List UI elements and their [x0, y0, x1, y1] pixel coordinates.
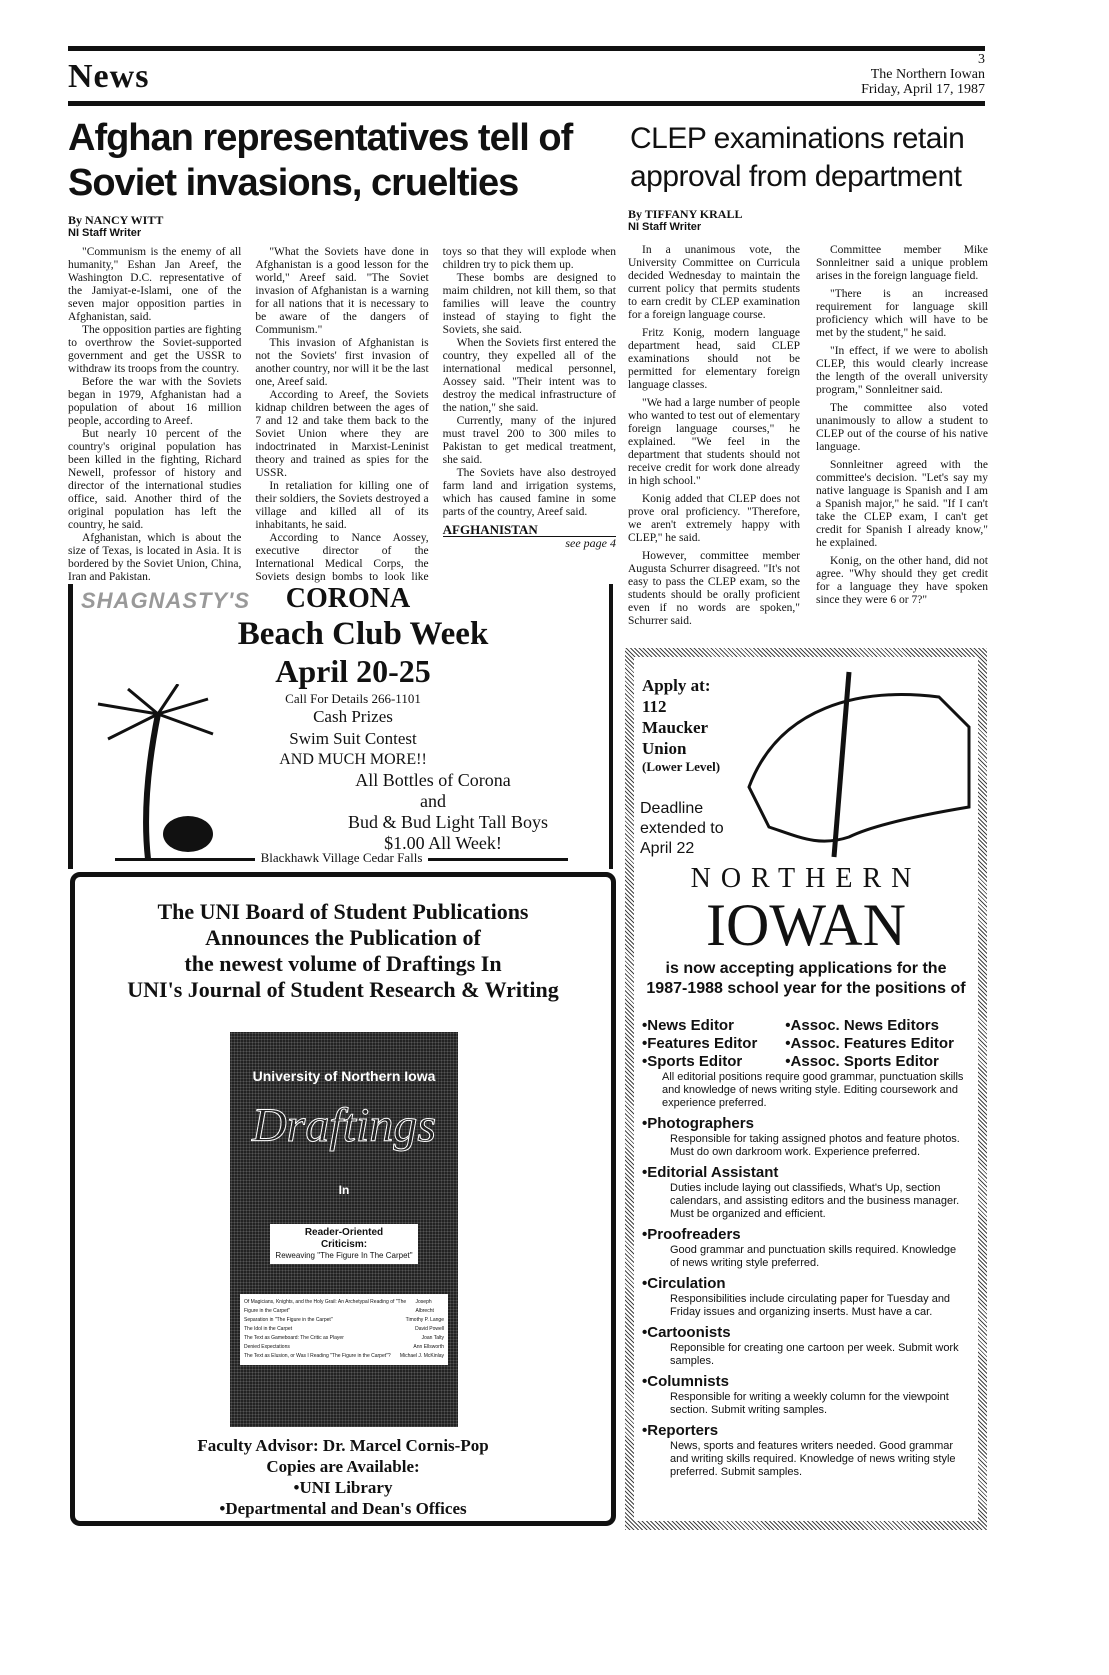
header-rule	[68, 101, 985, 106]
paragraph: This invasion of Afghanistan is not the Soviets' first invasion of another country, nor will it be the last one, Areef said.	[255, 337, 429, 388]
paragraph: In retaliation for killing one of their soldiers, the Soviets destroyed a village and killed all of its inhabitants, he said.	[255, 480, 429, 531]
paragraph: According to Nance Aossey, executive director of the International Medical Corps, the Soviets design bombs to look like toys so that they will explode when children try to pick them up.	[255, 246, 616, 583]
page-number: 3	[978, 52, 985, 67]
toc-title: The Idol in the Carpet	[244, 1326, 293, 1332]
toc-author: David Powell	[415, 1326, 444, 1332]
apply-line: (Lower Level)	[642, 759, 721, 774]
ad-phone: Call For Details 266-1101	[285, 691, 421, 706]
corona-ad	[68, 584, 613, 869]
job-description: Responsibilities include circulating paper for Tuesday and Friday issues and organizing inserts. Must have a car.	[670, 1293, 951, 1318]
intro: is now accepting applications for the 1987-1988 school year for the positions of	[646, 960, 966, 997]
paragraph: The committee also voted unanimously to allow a student to CLEP out of the course of his native language.	[816, 402, 988, 453]
toc-author: Michael J. McKinlay	[399, 1353, 444, 1359]
hand-with-pen-icon	[739, 667, 979, 862]
toc-entry	[244, 1316, 444, 1325]
cover-sub: Reader-Oriented	[304, 1227, 384, 1238]
ad-line: Swim Suit Contest	[289, 729, 417, 748]
job-title: •Reporters	[642, 1422, 719, 1439]
cover-in: In	[338, 1183, 350, 1197]
draftings-title	[75, 899, 611, 1003]
paragraph: But nearly 10 percent of the country's original population has been killed in the fighting, Richard Newell, professor of history and director of the international studies office, said. Another third of the original population has left the country, he said.	[68, 428, 242, 531]
paragraph: Sonnleitner agreed with the committee's decision. "Let's say my native language is Spanish and I am a Spanish major," he said. "If I can't take the CLEP exam, I can't get credit for Spanish I already know," he explained.	[816, 459, 988, 549]
cover-sub: Criticism:	[320, 1239, 368, 1250]
editor-positions	[642, 1017, 974, 1071]
job-title: •Assoc. News Editors	[785, 1017, 939, 1034]
toc-title: Separation in "The Figure in the Carpet"	[244, 1317, 333, 1323]
job-title: •Editorial Assistant	[642, 1164, 779, 1181]
paper-name: The Northern Iowan	[870, 67, 985, 82]
paragraph: "Communism is the enemy of all humanity," Eshan Jan Areef, the Washington D.C. representative of the Jamiyat-e-Islami, one of the seven major opposition parties in Afghanistan, said.	[68, 246, 242, 323]
jump-label: AFGHANISTAN	[443, 523, 616, 537]
paragraph: The Soviets have also destroyed farm land and irrigation systems, which has caused famine in some parts of the country, Areef said.	[442, 467, 616, 518]
clep-byline-block	[628, 208, 742, 233]
apply-line: Maucker	[642, 718, 709, 737]
title-line: The UNI Board of Student Publications	[157, 899, 529, 924]
byline-role: NI Staff Writer	[68, 227, 142, 239]
toc-author: Joan Talty	[421, 1335, 444, 1341]
apply-line: Union	[642, 739, 687, 758]
ad-line: Beach Club Week	[237, 616, 489, 652]
paragraph: "There is an increased requirement for language skill proficiency which will have to be met by the student," he said.	[816, 288, 988, 339]
ad-line: All Bottles of Corona	[355, 770, 511, 790]
paragraph: Afghanistan, which is about the size of Texas, is located in Asia. It is bordered by the Soviet Union, China, Iran and Pakistan.	[68, 532, 242, 583]
paragraph: These bombs are designed to maim children, not kill them, so that families will leave the country instead of staying to fight the Soviets, she said.	[442, 272, 616, 336]
draftings-availability	[75, 1435, 611, 1519]
logo-iowan: IOWAN	[706, 892, 906, 958]
job-title: •Columnists	[642, 1373, 729, 1390]
paragraph: However, committee member Augusta Schurrer disagreed. "It's not easy to pass the CLEP exam, so the students should be orally proficient even if no words are spoken," Schurrer said.	[628, 550, 800, 627]
deadline-line: April 22	[640, 840, 695, 857]
afghan-byline-block	[68, 214, 163, 239]
ad-line: AND MUCH MORE!!	[279, 751, 427, 768]
toc-title: Denied Expectations	[244, 1344, 290, 1350]
ad-line: Cash Prizes	[313, 707, 393, 726]
section-title: News	[68, 58, 150, 95]
deadline-line: Deadline	[640, 800, 704, 817]
apply-line: 112	[642, 697, 667, 716]
job-description: Reponsible for creating one cartoon per week. Submit work samples.	[670, 1342, 959, 1367]
ad-line: CORONA	[285, 583, 411, 614]
job-description: Good grammar and punctuation skills required. Knowledge of news writing style preferred.	[670, 1244, 957, 1269]
paragraph: Konig, on the other hand, did not agree. "Why should they get credit for a language they have spoken since they were 6 or 7?"	[816, 555, 988, 606]
byline: By NANCY WITT	[68, 213, 164, 227]
corona-ad-footer	[70, 850, 613, 866]
job-title: •Circulation	[642, 1275, 726, 1292]
toc-entry	[244, 1298, 444, 1316]
positions-list	[642, 1017, 974, 1484]
ad-line: $1.00 All Week!	[384, 833, 502, 853]
title-line: UNI's Journal of Student Research & Writing	[127, 977, 559, 1002]
byline-role: NI Staff Writer	[628, 221, 702, 233]
clep-headline: CLEP examinations retain approval from department	[630, 122, 965, 193]
page-info	[861, 52, 985, 97]
location: •UNI Library	[293, 1478, 393, 1497]
paragraph: "What the Soviets have done in Afghanistan is a good lesson for the world," Areef said. "The Soviet invasion of Afghanistan is a warning for all nations that it is necessary to be aware of the dangers of Communism."	[255, 246, 429, 336]
paragraph: According to Areef, the Soviets kidnap children between the ages of 7 and 12 and take them back to the Soviet Union where they are indoctrinated in Marxist-Leninist theory and trained as spies for the USSR.	[255, 389, 429, 479]
deadline-line: extended to	[640, 820, 724, 837]
editors-left	[642, 1017, 757, 1071]
issue-date: Friday, April 17, 1987	[861, 82, 985, 97]
afghan-article-body	[68, 246, 616, 584]
toc-author: Timothy P. Lange	[405, 1317, 444, 1323]
ad-line: April 20-25	[275, 653, 431, 689]
job-title: •Assoc. Sports Editor	[785, 1053, 939, 1070]
apply-location	[642, 675, 720, 775]
palm-tree-icon	[88, 684, 218, 864]
ad-line: Bud & Bud Light Tall Boys	[348, 812, 548, 832]
shagnastys-logo: SHAGNASTY'S	[81, 588, 251, 613]
cover-sub: Reweaving "The Figure In The Carpet"	[275, 1251, 413, 1260]
paragraph: "In effect, if we were to abolish CLEP, this would clearly increase the length of the overall university program," Sonnleitner said.	[816, 345, 988, 396]
toc-author: Ann Ellsworth	[413, 1344, 444, 1350]
ad-location: Blackhawk Village Cedar Falls	[260, 850, 423, 865]
other-positions	[642, 1115, 974, 1479]
job-title: •Photographers	[642, 1115, 754, 1132]
paragraph: Konig added that CLEP does not prove oral proficiency. "Therefore, we aren't extremely happy with CLEP," he said.	[628, 493, 800, 544]
job-description: News, sports and features writers needed. Good grammar and writing skills required. Knowledge of news writing style preferred. Submit samples.	[670, 1440, 956, 1478]
northern-iowan-ad	[625, 648, 987, 1530]
byline: By TIFFANY KRALL	[628, 207, 743, 221]
job-title: •Sports Editor	[642, 1053, 743, 1070]
clep-article-body	[628, 244, 988, 628]
editors-right	[785, 1017, 954, 1071]
draftings-cover-image	[230, 1032, 458, 1427]
cover-title: Draftings	[251, 1099, 437, 1152]
ad-line: and	[420, 791, 446, 811]
draftings-ad	[70, 872, 616, 1526]
availability-heading: Copies are Available:	[266, 1457, 420, 1476]
paragraph: In a unanimous vote, the University Committee on Curricula decided Wednesday to maintain the current policy that permits students to earn credit by CLEP examination for a foreign language course.	[628, 244, 800, 321]
job-title: •Cartoonists	[642, 1324, 731, 1341]
top-rule	[68, 46, 985, 51]
afghan-headline: Afghan representatives tell of Soviet invasions, cruelties	[68, 117, 573, 204]
cover-table-of-contents	[240, 1294, 448, 1365]
paragraph: Fritz Konig, modern language department head, said CLEP examinations should not be permitted for elementary foreign language classes.	[628, 327, 800, 391]
apply-line: Apply at:	[642, 676, 711, 695]
job-description: All editorial positions require good grammar, punctuation skills and knowledge of news writing style. Editing coursework and experience preferred.	[662, 1071, 964, 1109]
job-title: •News Editor	[642, 1017, 734, 1034]
paragraph: Before the war with the Soviets began in 1979, Afghanistan had a population of about 16 million people, according to Areef.	[68, 376, 242, 427]
toc-entry	[244, 1343, 444, 1352]
title-line: Announces the Publication of	[205, 925, 481, 950]
job-title: •Assoc. Features Editor	[785, 1035, 954, 1052]
paragraph: Committee member Mike Sonnleitner said a unique problem arises in the foreign language field.	[816, 244, 988, 282]
faculty-advisor: Faculty Advisor: Dr. Marcel Cornis-Pop	[197, 1436, 489, 1455]
logo-northern: NORTHERN	[690, 863, 922, 894]
location: •Departmental and Dean's Offices	[219, 1499, 467, 1518]
toc-title: The Text as Gameboard: The Critic as Player	[244, 1335, 344, 1341]
toc-entry	[244, 1325, 444, 1334]
cover-subtitle	[270, 1224, 418, 1264]
paragraph: The opposition parties are fighting to overthrow the Soviet-supported government and get the USSR to withdraw its troops from the country.	[68, 324, 242, 375]
deadline	[640, 799, 724, 859]
toc-title: Of Magicians, Knights, and the Holy Grail: An Archetypal Reading of "The Figure in the Carpet"	[244, 1299, 407, 1314]
continued-link[interactable]: see page 4	[565, 536, 616, 550]
toc-title: The Text as Elusion, or Was I Reading "The Figure in the Carpet"?	[244, 1353, 391, 1359]
toc-author: Joseph Albrecht	[415, 1299, 434, 1314]
title-line: the newest volume of Draftings In	[184, 951, 502, 976]
paragraph: "We had a large number of people who wanted to test out of elementary foreign language courses," he explained. "We feel in the department that students should not receive credit for work done already in high school."	[628, 397, 800, 487]
toc-entry	[244, 1334, 444, 1343]
toc-entry	[244, 1352, 444, 1361]
paragraph: When the Soviets first entered the country, they expelled all of the international medical personnel, Aossey said. "Their intent was to destroy the medical infrastructure of the nation," she said.	[442, 337, 616, 414]
job-title: •Features Editor	[642, 1035, 758, 1052]
job-description: Duties include laying out classifieds, What's Up, section calendars, and assisting editors and the business manager. Must be organized and efficient.	[670, 1182, 960, 1220]
job-description: Responsible for writing a weekly column for the viewpoint section. Submit writing samples.	[670, 1391, 949, 1416]
job-description: Responsible for taking assigned photos and feature photos. Must do own darkroom work. Experience preferred.	[670, 1133, 960, 1158]
cover-university: University of Northern Iowa	[252, 1068, 436, 1084]
paragraph: Currently, many of the injured must travel 200 to 300 miles to Pakistan to get medical treatment, she said.	[442, 415, 616, 466]
job-title: •Proofreaders	[642, 1226, 741, 1243]
